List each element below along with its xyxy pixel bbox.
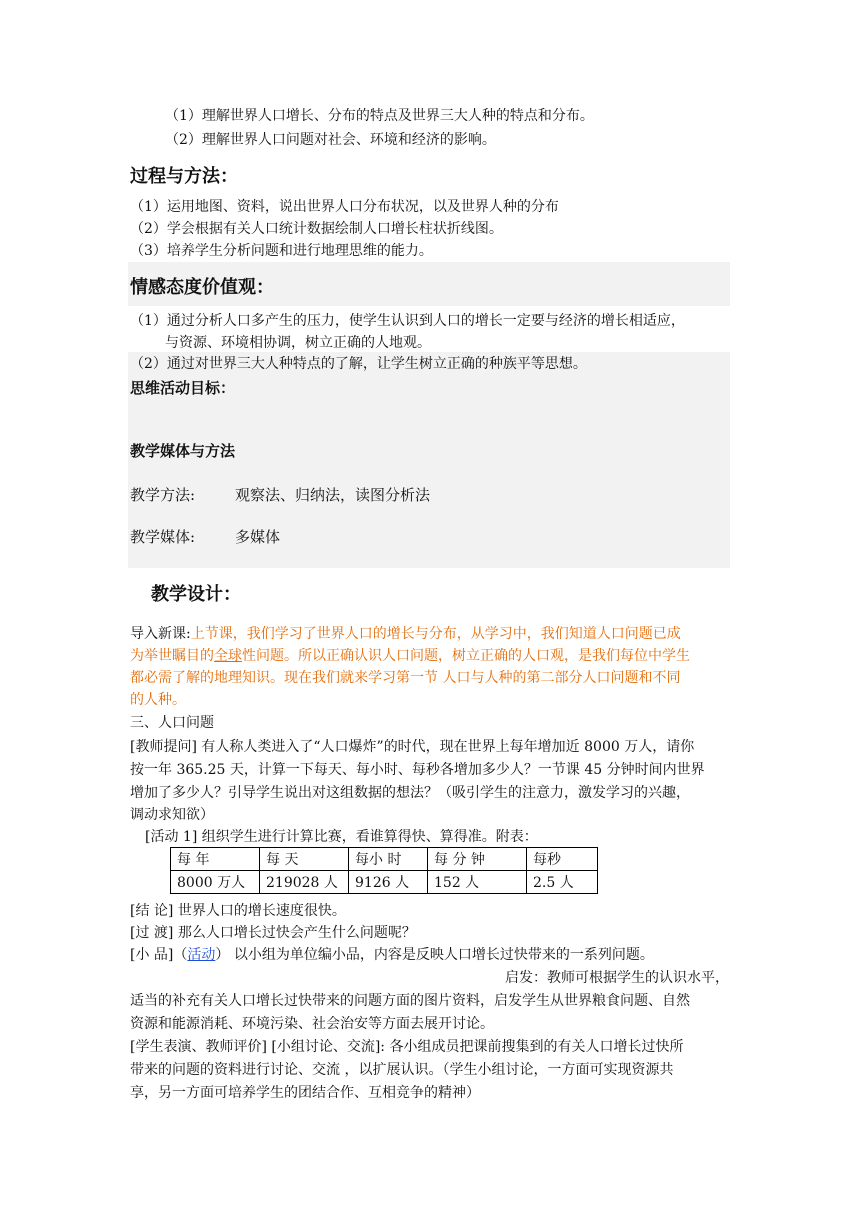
intro-text-2b: 性问题。所以正确认识人口问题，树立正确的人口观，是我们每位中学生 [242, 648, 690, 664]
process-item-2: （2）学会根据有关人口统计数据绘制人口增长柱状折线图。 [130, 221, 503, 237]
table-cell: 2.5 人 [527, 871, 598, 894]
media-value: 多媒体 [235, 528, 281, 546]
question-line-1: [教师提问] 有人称人类进入了“人口爆炸”的时代，现在世界上每年增加近 8000 万人，请你 [130, 739, 695, 755]
table-cell: 219028 人 [260, 871, 349, 894]
section-3-title: 三、人口问题 [130, 715, 214, 731]
intro-label: 导入新课: [130, 626, 191, 642]
transition: [过 渡] 那么人口增长过快会产生什么问题呢？ [130, 925, 416, 941]
method-label: 教学方法: [130, 486, 196, 504]
table-header-cell: 每 分 钟 [428, 848, 527, 871]
media-heading: 教学媒体与方法 [130, 442, 236, 460]
intro-line-3: 都必需了解的地理知识。现在我们就来学习第一节 人口与人种的第二部分人口问题和不同 [130, 670, 681, 686]
thinking-heading: 思维活动目标： [130, 379, 236, 397]
emotion-item-1-line-2: 与资源、环境相协调，树立正确的人地观。 [165, 335, 431, 351]
activity-1: [活动 1] 组织学生进行计算比赛，看谁算得快、算得准。附表： [145, 829, 538, 845]
intro-line-1 [130, 624, 681, 644]
table-cell: 8000 万人 [171, 871, 260, 894]
process-heading: 过程与方法： [130, 166, 238, 187]
design-heading: 教学设计： [151, 584, 241, 605]
table-header-cell: 每 年 [171, 848, 260, 871]
global-underlined-term: 全球 [214, 648, 242, 664]
skit-line [130, 945, 654, 965]
process-item-1: （1）运用地图、资料，说出世界人口分布状况，以及世界人种的分布 [130, 199, 559, 215]
knowledge-item-1: （1）理解世界人口增长、分布的特点及世界三大人种的特点和分布。 [165, 108, 594, 124]
table-header-cell: 每秒 [527, 848, 598, 871]
emotion-item-1-line-1: （1）通过分析人口多产生的压力，使学生认识到人口的增长一定要与经济的增长相适应， [130, 313, 685, 329]
skit-suffix: ） 以小组为单位编小品，内容是反映人口增长过快带来的一系列问题。 [215, 947, 654, 963]
hint-line-3: 资源和能源消耗、环境污染、社会治安等方面去展开讨论。 [130, 1016, 494, 1032]
hint-line-1: 启发：教师可根据学生的认识水平， [505, 970, 729, 986]
intro-line-4: 的人种。 [130, 692, 186, 708]
question-line-3: 增加了多少人？引导学生说出对这组数据的想法？（吸引学生的注意力，激发学习的兴趣， [130, 785, 690, 801]
table-row [171, 871, 598, 894]
method-value: 观察法、归纳法，读图分析法 [235, 486, 431, 504]
skit-prefix: [小 品]（ [130, 947, 188, 963]
conclusion: [结 论] 世界人口的增长速度很快。 [130, 903, 346, 919]
activity-link[interactable]: 活动 [187, 947, 216, 963]
emotion-item-2: （2）通过对世界三大人种特点的了解，让学生树立正确的种族平等思想。 [130, 356, 587, 372]
knowledge-item-2: （2）理解世界人口问题对社会、环境和经济的影响。 [165, 132, 496, 148]
table-cell: 152 人 [428, 871, 527, 894]
hint-line-2: 适当的补充有关人口增长过快带来的问题方面的图片资料，启发学生从世界粮食问题、自然 [130, 993, 690, 1009]
question-line-4: 调动求知欲） [130, 807, 214, 823]
intro-line-2 [130, 646, 690, 666]
table-header-cell: 每小 时 [349, 848, 428, 871]
emotion-heading: 情感态度价值观： [130, 277, 274, 298]
discussion-line-3: 享，另一方面可培养学生的团结合作、互相竞争的精神） [130, 1085, 480, 1101]
discussion-line-2: 带来的问题的资料进行讨论、交流 ，以扩展认识。（学生小组讨论，一方面可实现资源共 [130, 1062, 674, 1078]
media-label: 教学媒体: [130, 528, 196, 546]
intro-text-2a: 为举世瞩目的 [130, 648, 214, 664]
process-item-3: （3）培养学生分析问题和进行地理思维的能力。 [130, 243, 433, 259]
intro-text-1: 上节课，我们学习了世界人口的增长与分布，从学习中，我们知道人口问题已成 [190, 626, 681, 642]
population-growth-table [170, 847, 598, 894]
question-line-2: 按一年 365.25 天，计算一下每天、每小时、每秒各增加多少人？一节课 45 分钟时间内世界 [130, 762, 705, 778]
discussion-line-1: [学生表演、教师评价] [小组讨论、交流]: 各小组成员把课前搜集到的有关人口增长过快所 [130, 1039, 684, 1055]
table-header-cell: 每 天 [260, 848, 349, 871]
table-cell: 9126 人 [349, 871, 428, 894]
table-header-row [171, 848, 598, 871]
